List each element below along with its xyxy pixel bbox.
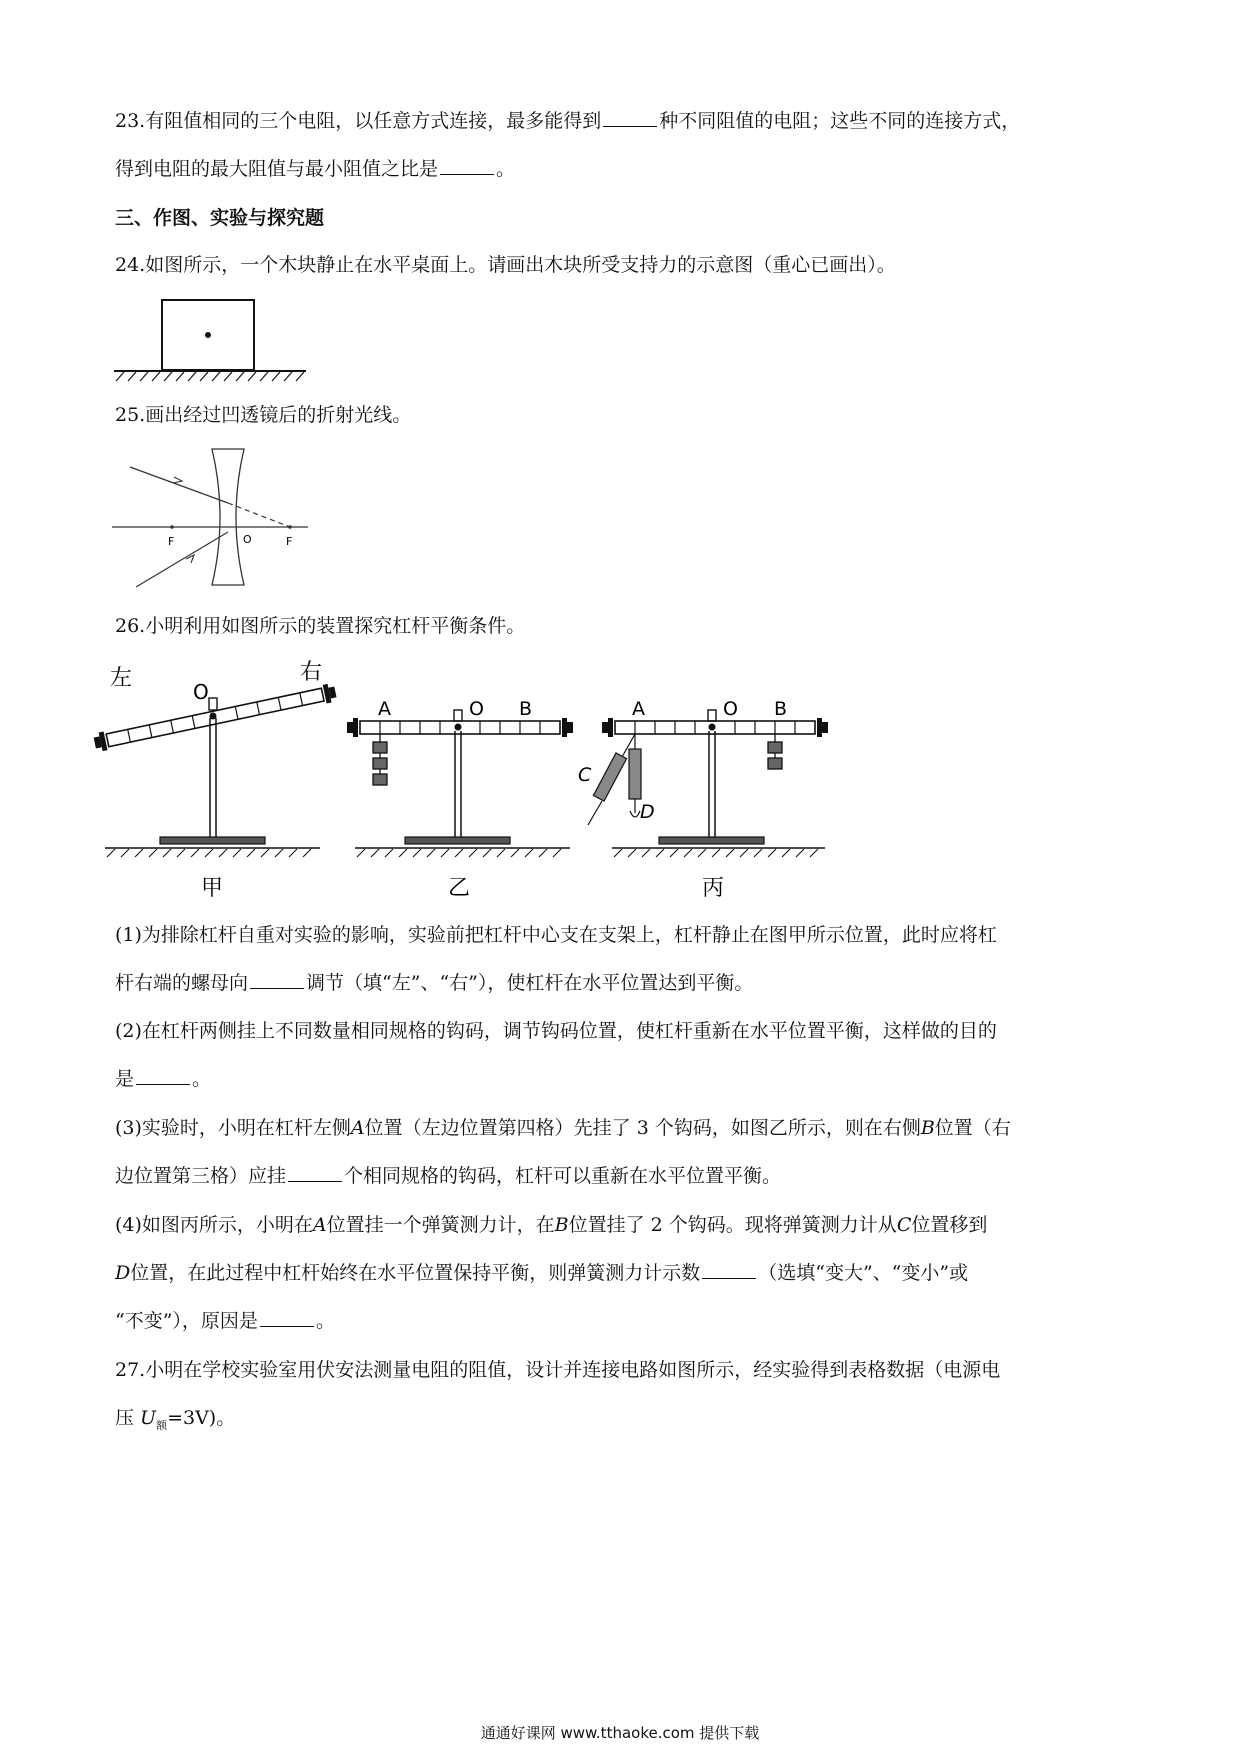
figure-yi <box>347 698 573 901</box>
label-right: 右 <box>300 660 323 685</box>
concave-lens <box>212 449 244 585</box>
label-o: O <box>469 698 484 720</box>
q24-block-figure <box>110 292 310 382</box>
q23-line1: 23.有阻值相同的三个电阻，以任意方式连接，最多能得到 种不同阻值的电阻；这些不同的连接方式， <box>115 110 1021 132</box>
q26-p4-line2: D位置，在此过程中杠杆始终在水平位置保持平衡，则弹簧测力计示数 （选填“变大”、“变小”或 <box>115 1262 969 1284</box>
label-a: A <box>632 698 645 720</box>
label-left: 左 <box>110 666 133 691</box>
page-footer: 通通好课网 www.tthaoke.com 提供下载 <box>480 1724 760 1742</box>
answer-blank[interactable] <box>440 156 494 175</box>
answer-blank[interactable] <box>136 1066 190 1085</box>
center-of-gravity-dot <box>205 332 211 338</box>
hooked-weights-right <box>768 734 782 769</box>
caption-bing: 丙 <box>702 876 725 901</box>
q25-text: 25.画出经过凹透镜后的折射光线。 <box>115 404 412 426</box>
caption-jia: 甲 <box>201 876 224 901</box>
answer-blank[interactable] <box>250 970 304 989</box>
q24-text: 24.如图所示，一个木块静止在水平桌面上。请画出木块所受支持力的示意图（重心已画出）。 <box>115 254 896 276</box>
ray-extension-dashed <box>228 503 290 527</box>
q26-p3-line1: (3)实验时，小明在杠杆左侧A位置（左边位置第四格）先挂了 3 个钩码，如图乙所示，则在右侧B位置（右 <box>115 1117 1011 1139</box>
focus-point-left <box>170 525 174 529</box>
label-o: O <box>723 698 738 720</box>
label-c: C <box>578 764 592 786</box>
label-b: B <box>519 698 533 720</box>
caption-yi: 乙 <box>448 876 471 901</box>
q26-p2-line1: (2)在杠杆两侧挂上不同数量相同规格的钩码，调节钩码位置，使杠杆重新在水平位置平衡，这样做的目的 <box>115 1020 997 1042</box>
label-left-focus: F <box>168 535 175 548</box>
figure-jia <box>93 660 338 901</box>
hooked-weights-left <box>373 734 387 785</box>
label-pivot-o: O <box>193 680 209 704</box>
q26-p1-line2: 杆右端的螺母向 调节（填“左”、“右”），使杠杆在水平位置达到平衡。 <box>115 972 754 994</box>
q26-p4-line1: (4)如图丙所示，小明在A位置挂一个弹簧测力计，在B位置挂了 2 个钩码。现将弹簧测力计从C位置移到 <box>115 1214 988 1236</box>
q26-p4-line3: “不变”），原因是 。 <box>115 1310 335 1332</box>
q26-p2-line2: 是 。 <box>115 1068 212 1090</box>
table-hatching <box>116 372 304 381</box>
q26-p1-line1: (1)为排除杠杆自重对实验的影响，实验前把杠杆中心支在支架上，杠杆静止在图甲所示位置，此时应将杠 <box>115 924 997 946</box>
spring-scale-c <box>588 734 635 825</box>
label-a: A <box>378 698 391 720</box>
figure-bing <box>578 698 828 901</box>
q23-line2: 得到电阻的最大阻值与最小阻值之比是 。 <box>115 158 516 180</box>
q26-lever-figures <box>110 655 950 905</box>
q25-lens-figure <box>110 445 310 595</box>
answer-blank[interactable] <box>603 108 657 127</box>
incident-ray-lower <box>136 532 228 587</box>
answer-blank[interactable] <box>260 1308 314 1327</box>
label-b: B <box>774 698 788 720</box>
q27-line1: 27.小明在学校实验室用伏安法测量电阻的阻值，设计并连接电路如图所示，经实验得到表格数据（电源电 <box>115 1359 1001 1381</box>
section-heading: 三、作图、实验与探究题 <box>115 207 325 229</box>
q26-p3-line2: 边位置第三格）应挂 个相同规格的钩码，杠杆可以重新在水平位置平衡。 <box>115 1165 782 1187</box>
q26-intro: 26.小明利用如图所示的装置探究杠杆平衡条件。 <box>115 615 526 637</box>
q27-line2: 压 $U_额=3V$)。 <box>115 1407 236 1432</box>
incident-ray-upper <box>130 467 228 503</box>
answer-blank[interactable] <box>702 1260 756 1279</box>
label-right-focus: F <box>286 535 293 548</box>
focus-point-right <box>288 525 292 529</box>
label-optical-center: O <box>243 533 252 546</box>
answer-blank[interactable] <box>288 1163 342 1182</box>
label-d: D <box>640 801 655 823</box>
arrow-icon <box>173 477 182 483</box>
